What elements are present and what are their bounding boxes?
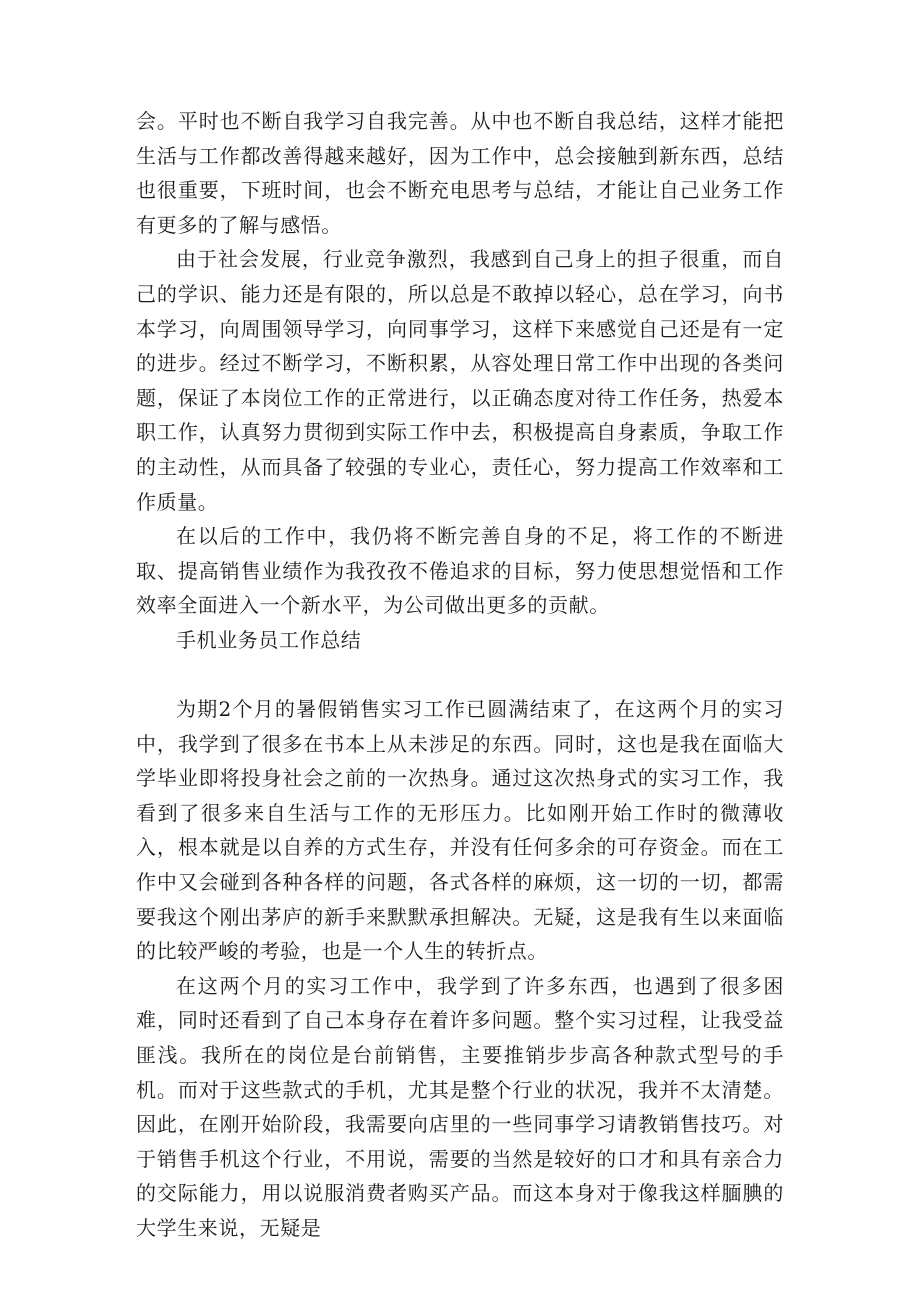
paragraph-internship-intro: 为期2个月的暑假销售实习工作已圆满结束了，在这两个月的实习中，我学到了很多在书本上从未涉足的东西。同时，这也是我在面临大学毕业即将投身社会之前的一次热身。通过这次热身式的实习工作，我看到了很多来自生活与工作的无形压力。比如刚开始工作时的微薄收入，根本就是以自养的方式生存，并没有任何多余的可存资金。而在工作中又会碰到各种各样的问题，各式各样的麻烦，这一切的一切，都需要我这个刚出茅庐的新手来默默承担解决。无疑，这是我有生以来面临的比较严峻的考验，也是一个人生的转折点。 (136, 697, 784, 964)
paragraph-future-goals: 在以后的工作中，我仍将不断完善自身的不足，将工作的不断进取、提高销售业绩作为我孜孜不倦追求的目标，努力使思想觉悟和工作效率全面进入一个新水平，为公司做出更多的贡献。 (136, 524, 784, 618)
paragraph-continuation: 会。平时也不断自我学习自我完善。从中也不断自我总结，这样才能把生活与工作都改善得越来越好，因为工作中，总会接触到新东西，总结也很重要，下班时间，也会不断充电思考与总结，才能让自己业务工作有更多的了解与感悟。 (136, 109, 784, 237)
document-page (136, 96, 784, 1246)
paragraph-learning: 由于社会发展，行业竞争激烈，我感到自己身上的担子很重，而自己的学识、能力还是有限的，所以总是不敢掉以轻心，总在学习，向书本学习，向周围领导学习，向同事学习，这样下来感觉自己还是有一定的进步。经过不断学习，不断积累，从容处理日常工作中出现的各类问题，保证了本岗位工作的正常进行，以正确态度对待工作任务，热爱本职工作，认真努力贯彻到实际工作中去，积极提高自身素质，争取工作的主动性，从而具备了较强的专业心，责任心，努力提高工作效率和工作质量。 (136, 247, 784, 514)
blank-line (136, 658, 784, 693)
section-heading: 手机业务员工作总结 (176, 627, 362, 652)
paragraph-internship-experience: 在这两个月的实习工作中，我学到了许多东西，也遇到了很多困难，同时还看到了自己本身存在着许多问题。整个实习过程，让我受益匪浅。我所在的岗位是台前销售，主要推销步步高各种款式型号的手机。而对于这些款式的手机，尤其是整个行业的状况，我并不太清楚。因此，在刚开始阶段，我需要向店里的一些同事学习请教销售技巧。对于销售手机这个行业，不用说，需要的当然是较好的口才和具有亲合力的交际能力，用以说服消费者购买产品。而这本身对于像我这样腼腆的大学生来说，无疑是 (136, 973, 784, 1240)
